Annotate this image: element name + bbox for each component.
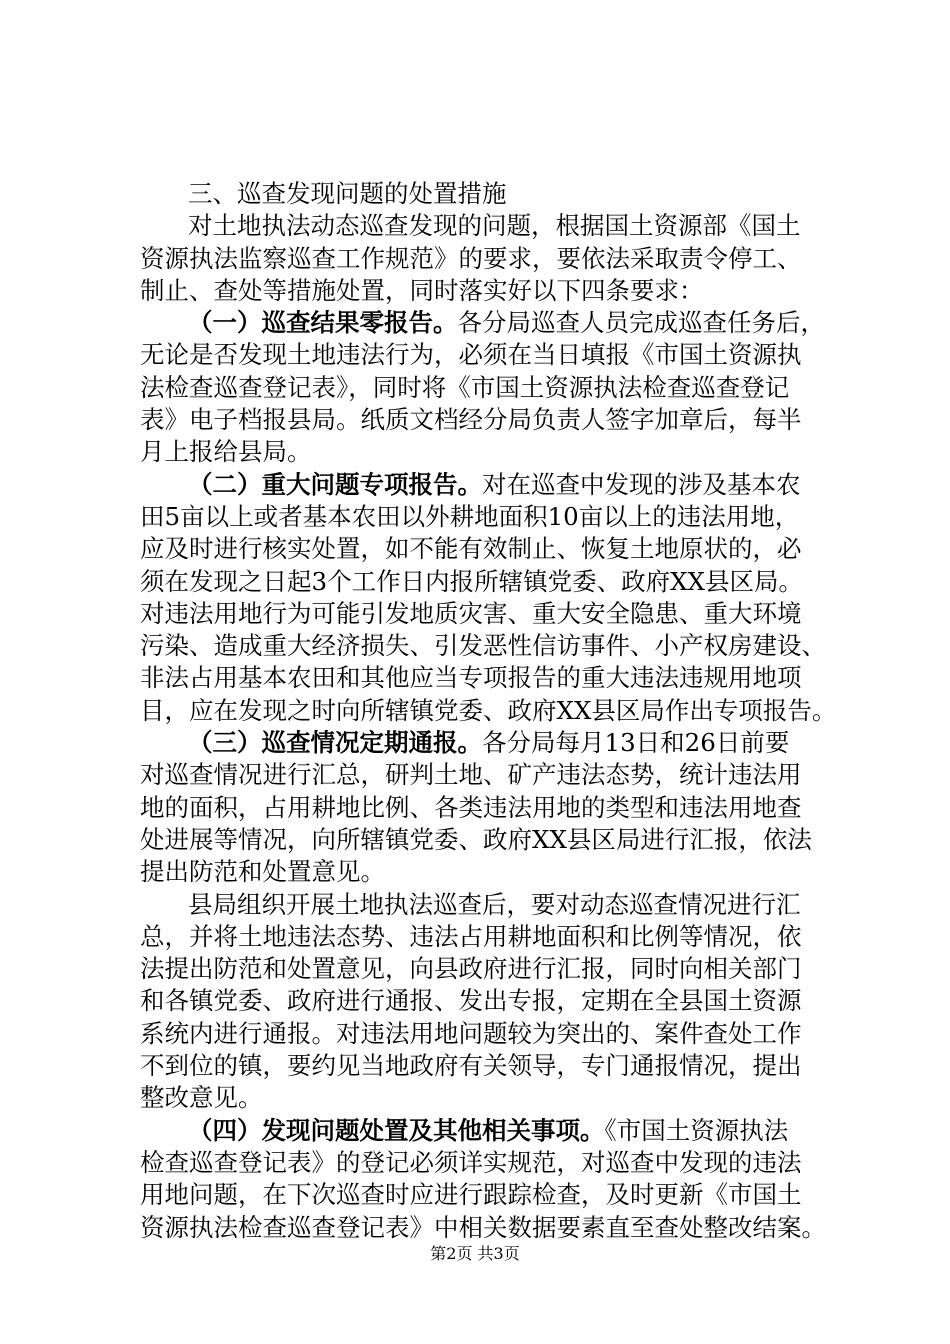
text-line: [140, 695, 840, 727]
text-line: [140, 404, 840, 436]
text-line: [140, 436, 840, 468]
line-text: 提出防范和处置意见。: [140, 857, 385, 887]
line-text: 各分局巡查人员完成巡查任务后，: [457, 308, 825, 338]
text-line: [140, 1115, 840, 1147]
line-text: 须在发现之日起3个工作日内报所辖镇党委、政府XX县区局。: [140, 566, 803, 596]
line-text: 法提出防范和处置意见，向县政府进行汇报，同时向相关部门: [140, 954, 802, 984]
text-line: [140, 824, 840, 856]
line-text: 处进展等情况，向所辖镇党委、政府XX县区局进行汇报，依法: [140, 824, 812, 854]
line-text: 和各镇党委、政府进行通报、发出专报，定期在全县国土资源: [140, 986, 802, 1016]
text-line: [140, 727, 840, 759]
line-text: 县局组织开展土地执法巡查后，要对动态巡查情况进行汇: [188, 889, 801, 919]
line-text: 非法占用基本农田和其他应当专项报告的重大违法违规用地项: [140, 663, 802, 693]
line-text: 对土地执法动态巡查发现的问题，根据国土资源部《国土: [188, 211, 801, 241]
document-body: [140, 178, 840, 1244]
line-text: 污染、造成重大经济损失、引发恶性信访事件、小产权房建设、: [140, 631, 826, 661]
text-line: [140, 662, 840, 694]
text-line: [140, 985, 840, 1017]
line-text: 月上报给县局。: [140, 437, 312, 467]
item-title: （三）巡查情况定期通报。: [188, 728, 482, 758]
line-text: 法检查巡查登记表》，同时将《市国土资源执法检查巡查登记: [140, 372, 790, 402]
text-line: [140, 630, 840, 662]
text-line: [140, 1147, 840, 1179]
page-footer: 第2页 共3页: [430, 1244, 520, 1263]
text-line: [140, 533, 840, 565]
text-line: [140, 921, 840, 953]
line-text: 无论是否发现土地违法行为，必须在当日填报《市国土资源执: [140, 340, 802, 370]
item-title: （一）巡查结果零报告。: [188, 308, 458, 338]
text-line: [140, 275, 840, 307]
text-line: [140, 501, 840, 533]
text-line: [140, 1212, 840, 1244]
line-text: 总，并将土地违法态势、违法占用耕地面积和比例等情况，依: [140, 921, 802, 951]
text-line: [140, 469, 840, 501]
text-line: [140, 1082, 840, 1114]
line-text: 资源执法检查巡查登记表》中相关数据要素直至查处整改结案。: [140, 1212, 826, 1242]
line-text: 不到位的镇，要约见当地政府有关领导，专门通报情况，提出: [140, 1051, 802, 1081]
line-text: 田5亩以上或者基本农田以外耕地面积10亩以上的违法用地，: [140, 501, 800, 531]
text-line: [140, 210, 840, 242]
text-line: [140, 566, 840, 598]
line-text: 《市国土资源执法: [604, 1115, 789, 1145]
line-text: 对违法用地行为可能引发地质灾害、重大安全隐患、重大环境: [140, 598, 802, 628]
line-text: 系统内进行通报。对违法用地问题较为突出的、案件查处工作: [140, 1018, 802, 1048]
line-text: 整改意见。: [140, 1083, 263, 1113]
line-text: 用地问题，在下次巡查时应进行跟踪检查，及时更新《市国土: [140, 1180, 802, 1210]
text-line: [140, 759, 840, 791]
line-text: 各分局每月13日和26日前要: [482, 728, 790, 758]
text-line: [140, 1018, 840, 1050]
section-heading: 三、巡查发现问题的处置措施: [188, 179, 507, 208]
text-line: [140, 1050, 840, 1082]
line-text: 制止、查处等措施处置，同时落实好以下四条要求：: [140, 275, 704, 305]
line-text: 对巡查情况进行汇总，研判土地、矿产违法态势，统计违法用: [140, 760, 802, 790]
item-title: （二）重大问题专项报告。: [188, 469, 482, 499]
line-text: 地的面积，占用耕地比例、各类违法用地的类型和违法用地查: [140, 792, 802, 822]
text-line: [140, 243, 840, 275]
text-line: [140, 339, 840, 371]
line-text: 目，应在发现之时向所辖镇党委、政府XX县区局作出专项报告。: [140, 695, 837, 725]
line-text: 应及时进行核实处置，如不能有效制止、恢复土地原状的，必: [140, 534, 802, 564]
text-line: [140, 792, 840, 824]
text-line: [140, 372, 840, 404]
text-line: [140, 307, 840, 339]
text-line: [140, 598, 840, 630]
text-line: [140, 1179, 840, 1211]
line-text: 检查巡查登记表》的登记必须详实规范，对巡查中发现的违法: [140, 1147, 802, 1177]
line-text: 对在巡查中发现的涉及基本农: [482, 469, 801, 499]
item-title: （四）发现问题处置及其他相关事项。: [188, 1115, 605, 1145]
text-line: [140, 856, 840, 888]
text-line: [140, 889, 840, 921]
line-text: 表》电子档报县局。纸质文档经分局负责人签字加章后，每半: [140, 405, 802, 435]
line-text: 资源执法监察巡查工作规范》的要求，要依法采取责令停工、: [140, 243, 802, 273]
text-line: [140, 953, 840, 985]
